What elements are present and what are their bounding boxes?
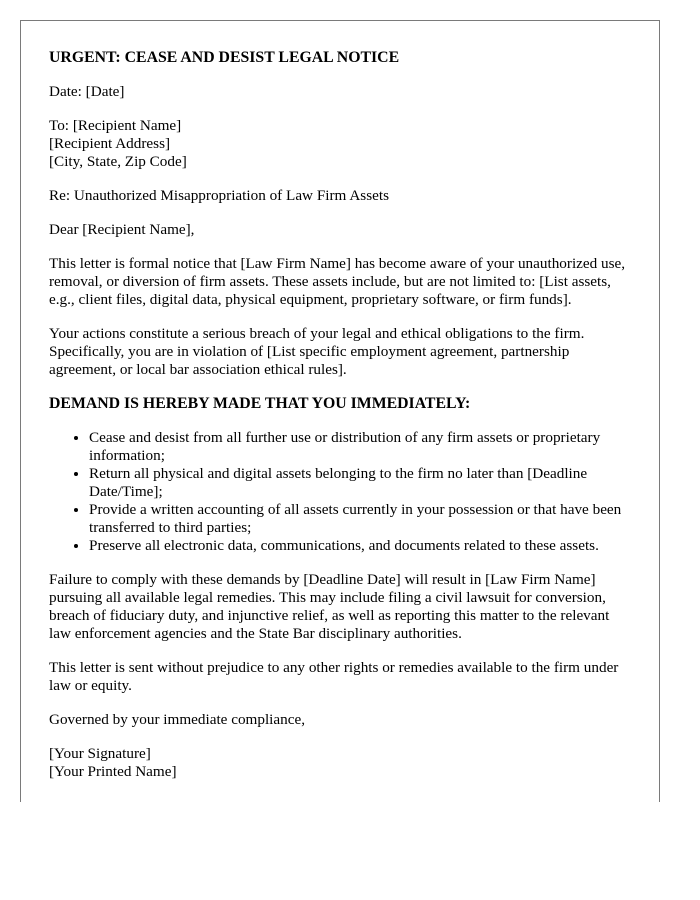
signature-block (49, 745, 631, 781)
demand-item-accounting: • Provide a written accounting of all assets currently in your possession or that have been transferred to third parties; (89, 501, 631, 537)
closing-line: Governed by your immediate compliance, (49, 711, 305, 728)
salutation: Dear [Recipient Name], (49, 221, 195, 238)
demand-list (49, 429, 631, 555)
subject-line: Re: Unauthorized Misappropriation of Law Firm Assets (49, 187, 389, 204)
printed-name-line: [Your Printed Name] (49, 763, 177, 780)
demand-item-cease: • Cease and desist from all further use or distribution of any firm assets or proprietary information; (89, 429, 631, 465)
demand-item-preserve: • Preserve all electronic data, communications, and documents related to these assets. (89, 537, 631, 555)
recipient-address-line: [Recipient Address] (49, 135, 171, 152)
recipient-block (49, 117, 631, 171)
notice-paragraph: This letter is formal notice that [Law Firm Name] has become aware of your unauthorized use, removal, or diversion of firm assets. These assets include, but are not limited to: [List assets, e.g., client files, digital data, physical equipment, proprietary software, or firm funds]. (49, 255, 626, 308)
failure-paragraph: Failure to comply with these demands by [Deadline Date] will result in [Law Firm Name] pursuing all available legal remedies. This may include filing a civil lawsuit for conversion, breach of fiduciary duty, and injunctive relief, as well as reporting this matter to the relevant law enforcement agencies and the State Bar disciplinary authorities. (49, 571, 610, 642)
letter-title: URGENT: CEASE AND DESIST LEGAL NOTICE (49, 49, 400, 66)
recipient-name-line: To: [Recipient Name] (49, 117, 182, 134)
letter-date: Date: [Date] (49, 83, 125, 100)
breach-paragraph: Your actions constitute a serious breach of your legal and ethical obligations to the firm. Specifically, you are in violation of [List specific employment agreement, partnership agreement, or local bar association ethical rules]. (49, 325, 585, 378)
demand-item-return: • Return all physical and digital assets belonging to the firm no later than [Deadline Date/Time]; (89, 465, 631, 501)
letter-page (20, 20, 660, 802)
demand-heading: DEMAND IS HEREBY MADE THAT YOU IMMEDIATELY: (49, 395, 471, 412)
recipient-city-line: [City, State, Zip Code] (49, 153, 187, 170)
prejudice-paragraph: This letter is sent without prejudice to any other rights or remedies available to the firm under law or equity. (49, 659, 619, 694)
signature-line: [Your Signature] (49, 745, 151, 762)
